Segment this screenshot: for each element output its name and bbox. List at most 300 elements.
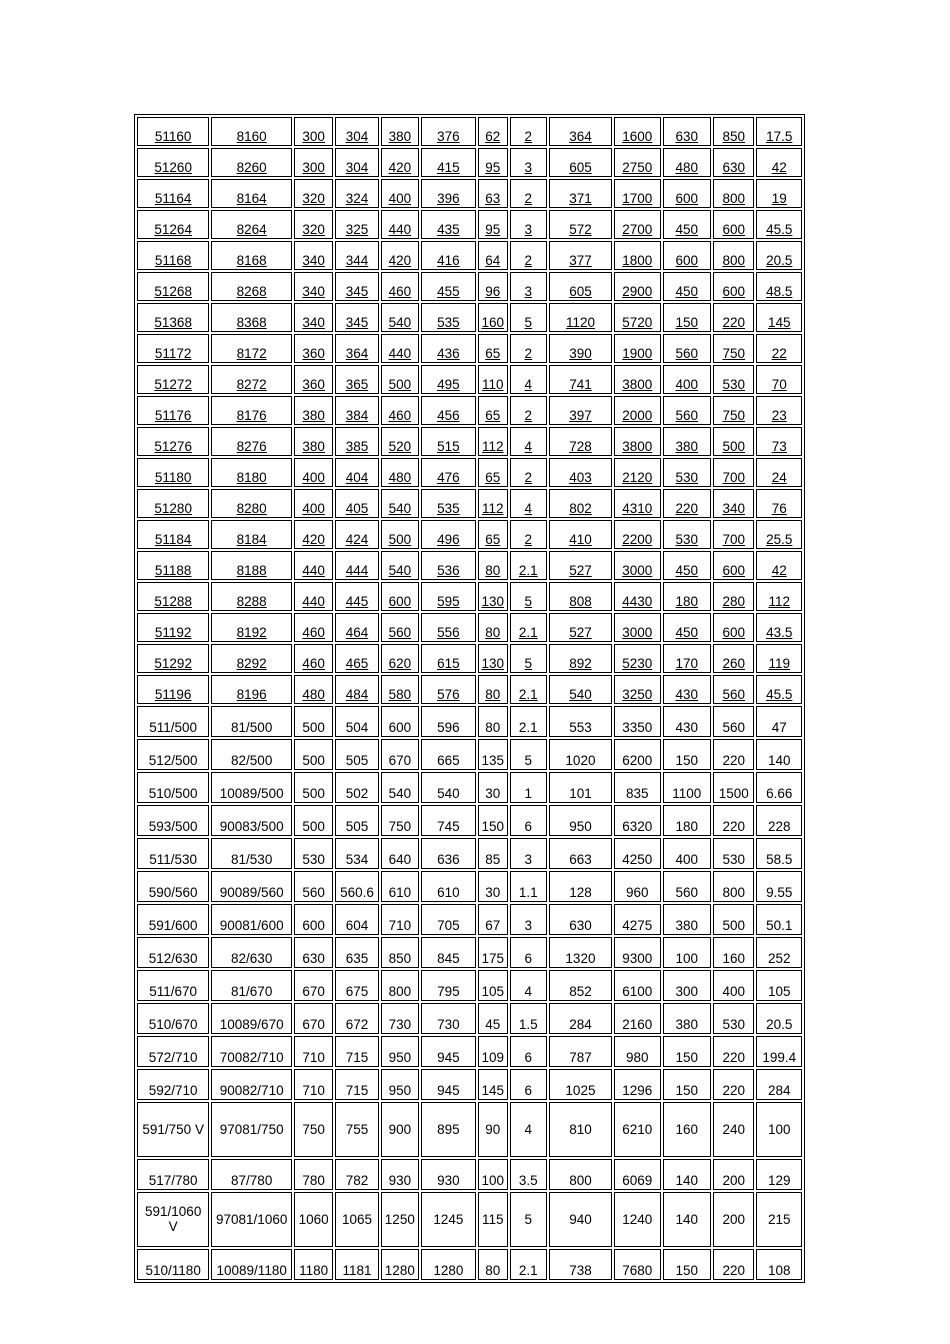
cell-static-load: 2000 [614,396,661,425]
cell-model-b: 8264 [211,210,292,239]
cell-d-inner: 300 [294,117,333,146]
cell-r-min: 3 [510,272,547,301]
cell-d-outer: 800 [381,970,419,1001]
cell-d-outer: 400 [381,179,419,208]
cell-d-inner: 670 [294,970,333,1001]
cell-d-outer: 500 [381,365,419,394]
cell-dyn-load: 808 [549,582,612,611]
cell-speed-grease: 600 [663,179,712,208]
cell-d2: 496 [421,520,476,549]
cell-height: 80 [478,706,508,737]
cell-height: 67 [478,904,508,935]
table-row [137,706,802,737]
cell-model-b: 8164 [211,179,292,208]
cell-d2: 515 [421,427,476,456]
cell-model-b: 10089/500 [211,772,292,803]
cell-speed-grease: 150 [663,1069,712,1100]
cell-speed-oil: 700 [713,520,754,549]
cell-d-inner: 300 [294,148,333,177]
cell-d1: 504 [335,706,378,737]
cell-height: 90 [478,1102,508,1157]
cell-speed-oil: 530 [713,838,754,869]
cell-speed-oil: 750 [713,334,754,363]
cell-d-inner: 460 [294,644,333,673]
cell-model-a: 51268 [137,272,209,301]
cell-model-b: 81/670 [211,970,292,1001]
cell-r-min: 4 [510,365,547,394]
cell-d-outer: 460 [381,272,419,301]
cell-d1: 344 [335,241,378,270]
cell-static-load: 7680 [614,1249,661,1280]
cell-r-min: 2 [510,179,547,208]
table-row [137,644,802,673]
cell-weight: 23 [756,396,802,425]
cell-speed-grease: 140 [663,1159,712,1190]
cell-d-outer: 670 [381,739,419,770]
cell-speed-grease: 600 [663,241,712,270]
cell-static-load: 3800 [614,427,661,456]
cell-speed-grease: 480 [663,148,712,177]
cell-static-load: 3350 [614,706,661,737]
cell-speed-grease: 380 [663,904,712,935]
cell-model-b: 81/530 [211,838,292,869]
cell-speed-grease: 560 [663,871,712,902]
cell-speed-oil: 530 [713,1003,754,1034]
cell-d2: 795 [421,970,476,1001]
cell-height: 65 [478,396,508,425]
cell-speed-oil: 560 [713,706,754,737]
cell-r-min: 4 [510,427,547,456]
cell-d-inner: 360 [294,365,333,394]
cell-height: 130 [478,582,508,611]
cell-speed-grease: 380 [663,1003,712,1034]
cell-weight: 284 [756,1069,802,1100]
cell-d2: 610 [421,871,476,902]
cell-dyn-load: 540 [549,675,612,704]
cell-model-b: 87/780 [211,1159,292,1190]
cell-d1: 404 [335,458,378,487]
table-row [137,303,802,332]
cell-d2: 455 [421,272,476,301]
cell-model-b: 8288 [211,582,292,611]
cell-height: 95 [478,148,508,177]
cell-model-a: 51260 [137,148,209,177]
cell-model-a: 51188 [137,551,209,580]
cell-weight: 228 [756,805,802,836]
cell-weight: 140 [756,739,802,770]
cell-speed-grease: 150 [663,1036,712,1067]
cell-d1: 444 [335,551,378,580]
cell-d1: 1065 [335,1192,378,1247]
cell-weight: 45.5 [756,210,802,239]
cell-height: 115 [478,1192,508,1247]
cell-model-b: 8168 [211,241,292,270]
cell-height: 62 [478,117,508,146]
cell-d-outer: 900 [381,1102,419,1157]
cell-static-load: 2160 [614,1003,661,1034]
cell-r-min: 4 [510,1102,547,1157]
cell-d-inner: 1060 [294,1192,333,1247]
cell-speed-oil: 600 [713,551,754,580]
cell-d2: 1245 [421,1192,476,1247]
cell-weight: 17.5 [756,117,802,146]
cell-height: 45 [478,1003,508,1034]
cell-model-a: 51272 [137,365,209,394]
cell-d2: 535 [421,303,476,332]
cell-d1: 635 [335,937,378,968]
cell-d-inner: 500 [294,805,333,836]
cell-d-outer: 580 [381,675,419,704]
cell-d-outer: 1250 [381,1192,419,1247]
table-row [137,871,802,902]
cell-r-min: 1.5 [510,1003,547,1034]
cell-height: 30 [478,871,508,902]
cell-weight: 42 [756,148,802,177]
cell-d-inner: 380 [294,396,333,425]
cell-speed-oil: 600 [713,272,754,301]
cell-speed-grease: 430 [663,675,712,704]
cell-d2: 415 [421,148,476,177]
cell-d-outer: 440 [381,334,419,363]
cell-speed-oil: 800 [713,241,754,270]
cell-d1: 384 [335,396,378,425]
cell-d-outer: 500 [381,520,419,549]
cell-d-inner: 480 [294,675,333,704]
table-row [137,551,802,580]
cell-speed-grease: 530 [663,520,712,549]
cell-height: 130 [478,644,508,673]
cell-d-inner: 710 [294,1069,333,1100]
cell-weight: 252 [756,937,802,968]
cell-model-a: 51164 [137,179,209,208]
cell-dyn-load: 1020 [549,739,612,770]
cell-speed-grease: 170 [663,644,712,673]
table-row [137,613,802,642]
cell-speed-grease: 450 [663,210,712,239]
cell-model-a: 572/710 [137,1036,209,1067]
cell-speed-grease: 450 [663,613,712,642]
table-row [137,179,802,208]
cell-model-b: 82/500 [211,739,292,770]
cell-d-inner: 420 [294,520,333,549]
cell-model-a: 51264 [137,210,209,239]
cell-d1: 560.6 [335,871,378,902]
table-row [137,582,802,611]
cell-static-load: 6210 [614,1102,661,1157]
cell-static-load: 2200 [614,520,661,549]
cell-model-b: 8272 [211,365,292,394]
table-row [137,210,802,239]
cell-height: 96 [478,272,508,301]
cell-static-load: 2700 [614,210,661,239]
cell-height: 110 [478,365,508,394]
cell-dyn-load: 410 [549,520,612,549]
cell-d-outer: 440 [381,210,419,239]
cell-d2: 540 [421,772,476,803]
cell-weight: 100 [756,1102,802,1157]
cell-d2: 595 [421,582,476,611]
cell-model-b: 97081/1060 [211,1192,292,1247]
cell-speed-oil: 600 [713,613,754,642]
cell-weight: 22 [756,334,802,363]
table-row [137,675,802,704]
cell-speed-oil: 800 [713,179,754,208]
cell-speed-oil: 220 [713,1249,754,1280]
cell-d2: 615 [421,644,476,673]
cell-d-outer: 420 [381,148,419,177]
cell-r-min: 2 [510,458,547,487]
cell-weight: 58.5 [756,838,802,869]
table-row [137,334,802,363]
cell-dyn-load: 527 [549,551,612,580]
cell-d1: 345 [335,272,378,301]
cell-d-outer: 380 [381,117,419,146]
table-row [137,1192,802,1247]
cell-static-load: 4250 [614,838,661,869]
table-row [137,520,802,549]
cell-static-load: 5720 [614,303,661,332]
cell-dyn-load: 397 [549,396,612,425]
cell-dyn-load: 810 [549,1102,612,1157]
cell-model-b: 82/630 [211,937,292,968]
cell-d1: 502 [335,772,378,803]
cell-d-outer: 600 [381,582,419,611]
cell-model-a: 51176 [137,396,209,425]
cell-model-b: 8176 [211,396,292,425]
cell-height: 85 [478,838,508,869]
cell-d2: 436 [421,334,476,363]
cell-speed-oil: 560 [713,675,754,704]
cell-speed-oil: 280 [713,582,754,611]
cell-dyn-load: 390 [549,334,612,363]
cell-weight: 76 [756,489,802,518]
cell-d-outer: 420 [381,241,419,270]
table-row [137,1036,802,1067]
cell-model-b: 97081/750 [211,1102,292,1157]
cell-speed-oil: 800 [713,871,754,902]
cell-model-b: 8276 [211,427,292,456]
cell-dyn-load: 1120 [549,303,612,332]
cell-dyn-load: 605 [549,272,612,301]
cell-r-min: 2 [510,520,547,549]
cell-weight: 20.5 [756,1003,802,1034]
cell-static-load: 3000 [614,613,661,642]
cell-d2: 945 [421,1036,476,1067]
cell-static-load: 980 [614,1036,661,1067]
cell-d2: 705 [421,904,476,935]
cell-d1: 1181 [335,1249,378,1280]
cell-weight: 145 [756,303,802,332]
table-row [137,396,802,425]
cell-d2: 416 [421,241,476,270]
cell-d1: 424 [335,520,378,549]
cell-height: 112 [478,427,508,456]
cell-d2: 845 [421,937,476,968]
cell-model-a: 511/500 [137,706,209,737]
cell-model-b: 90081/600 [211,904,292,935]
cell-model-b: 8280 [211,489,292,518]
cell-r-min: 2 [510,334,547,363]
cell-static-load: 6200 [614,739,661,770]
cell-d-outer: 480 [381,458,419,487]
cell-speed-grease: 380 [663,427,712,456]
cell-r-min: 3 [510,210,547,239]
cell-speed-grease: 450 [663,272,712,301]
cell-d-outer: 930 [381,1159,419,1190]
cell-model-a: 592/710 [137,1069,209,1100]
cell-model-b: 8196 [211,675,292,704]
cell-height: 100 [478,1159,508,1190]
cell-r-min: 4 [510,970,547,1001]
cell-model-a: 51160 [137,117,209,146]
cell-d1: 325 [335,210,378,239]
table-row [137,365,802,394]
cell-weight: 48.5 [756,272,802,301]
cell-model-a: 510/1180 [137,1249,209,1280]
table-row [137,1102,802,1157]
cell-height: 160 [478,303,508,332]
cell-weight: 112 [756,582,802,611]
cell-height: 64 [478,241,508,270]
cell-d1: 445 [335,582,378,611]
cell-r-min: 5 [510,582,547,611]
cell-d-outer: 950 [381,1036,419,1067]
cell-model-b: 8188 [211,551,292,580]
cell-static-load: 1900 [614,334,661,363]
cell-speed-grease: 560 [663,396,712,425]
cell-d1: 505 [335,739,378,770]
cell-d-inner: 340 [294,303,333,332]
cell-static-load: 1600 [614,117,661,146]
cell-r-min: 2.1 [510,1249,547,1280]
cell-d1: 405 [335,489,378,518]
cell-d-outer: 540 [381,489,419,518]
cell-d-inner: 320 [294,210,333,239]
cell-dyn-load: 630 [549,904,612,935]
table-row [137,489,802,518]
table-row [137,739,802,770]
cell-d-outer: 850 [381,937,419,968]
cell-dyn-load: 800 [549,1159,612,1190]
cell-speed-oil: 160 [713,937,754,968]
table-row [137,1249,802,1280]
cell-static-load: 3000 [614,551,661,580]
cell-speed-oil: 850 [713,117,754,146]
cell-r-min: 5 [510,1192,547,1247]
cell-dyn-load: 128 [549,871,612,902]
cell-model-a: 512/630 [137,937,209,968]
cell-speed-oil: 220 [713,303,754,332]
cell-r-min: 5 [510,644,547,673]
cell-speed-oil: 240 [713,1102,754,1157]
cell-d2: 665 [421,739,476,770]
cell-weight: 108 [756,1249,802,1280]
cell-static-load: 3800 [614,365,661,394]
table-row [137,1159,802,1190]
cell-model-a: 591/1060 V [137,1192,209,1247]
cell-static-load: 6100 [614,970,661,1001]
cell-d2: 535 [421,489,476,518]
cell-d2: 930 [421,1159,476,1190]
cell-speed-grease: 140 [663,1192,712,1247]
cell-r-min: 2.1 [510,675,547,704]
cell-speed-grease: 300 [663,970,712,1001]
cell-d-inner: 340 [294,241,333,270]
cell-d-inner: 380 [294,427,333,456]
cell-dyn-load: 527 [549,613,612,642]
cell-d1: 304 [335,117,378,146]
cell-weight: 45.5 [756,675,802,704]
cell-model-b: 90083/500 [211,805,292,836]
cell-r-min: 3.5 [510,1159,547,1190]
cell-weight: 73 [756,427,802,456]
cell-height: 30 [478,772,508,803]
cell-speed-grease: 180 [663,582,712,611]
cell-speed-grease: 1100 [663,772,712,803]
cell-height: 112 [478,489,508,518]
cell-model-b: 8292 [211,644,292,673]
cell-model-b: 8268 [211,272,292,301]
cell-d-inner: 440 [294,551,333,580]
cell-d2: 536 [421,551,476,580]
cell-height: 65 [478,458,508,487]
cell-r-min: 2 [510,117,547,146]
cell-model-a: 51280 [137,489,209,518]
cell-d2: 396 [421,179,476,208]
cell-static-load: 2120 [614,458,661,487]
cell-model-b: 10089/670 [211,1003,292,1034]
cell-d-outer: 710 [381,904,419,935]
cell-speed-oil: 260 [713,644,754,673]
cell-d-inner: 400 [294,458,333,487]
cell-model-b: 8192 [211,613,292,642]
table-row [137,1003,802,1034]
cell-model-b: 8180 [211,458,292,487]
cell-d-inner: 600 [294,904,333,935]
cell-speed-grease: 150 [663,739,712,770]
cell-speed-grease: 530 [663,458,712,487]
cell-speed-grease: 160 [663,1102,712,1157]
cell-d2: 945 [421,1069,476,1100]
table-row [137,458,802,487]
cell-r-min: 1.1 [510,871,547,902]
cell-d2: 376 [421,117,476,146]
cell-model-b: 8260 [211,148,292,177]
cell-dyn-load: 738 [549,1249,612,1280]
cell-static-load: 5230 [614,644,661,673]
cell-d-inner: 400 [294,489,333,518]
cell-model-b: 8160 [211,117,292,146]
cell-static-load: 3250 [614,675,661,704]
cell-d-outer: 620 [381,644,419,673]
cell-model-a: 517/780 [137,1159,209,1190]
cell-d-inner: 440 [294,582,333,611]
table-row [137,904,802,935]
cell-d-inner: 320 [294,179,333,208]
cell-model-a: 51192 [137,613,209,642]
cell-height: 80 [478,1249,508,1280]
cell-speed-oil: 500 [713,904,754,935]
cell-weight: 19 [756,179,802,208]
cell-speed-oil: 220 [713,1036,754,1067]
cell-d-outer: 520 [381,427,419,456]
cell-weight: 199.4 [756,1036,802,1067]
cell-d1: 464 [335,613,378,642]
cell-speed-grease: 150 [663,303,712,332]
cell-d-outer: 750 [381,805,419,836]
cell-static-load: 1700 [614,179,661,208]
cell-weight: 24 [756,458,802,487]
